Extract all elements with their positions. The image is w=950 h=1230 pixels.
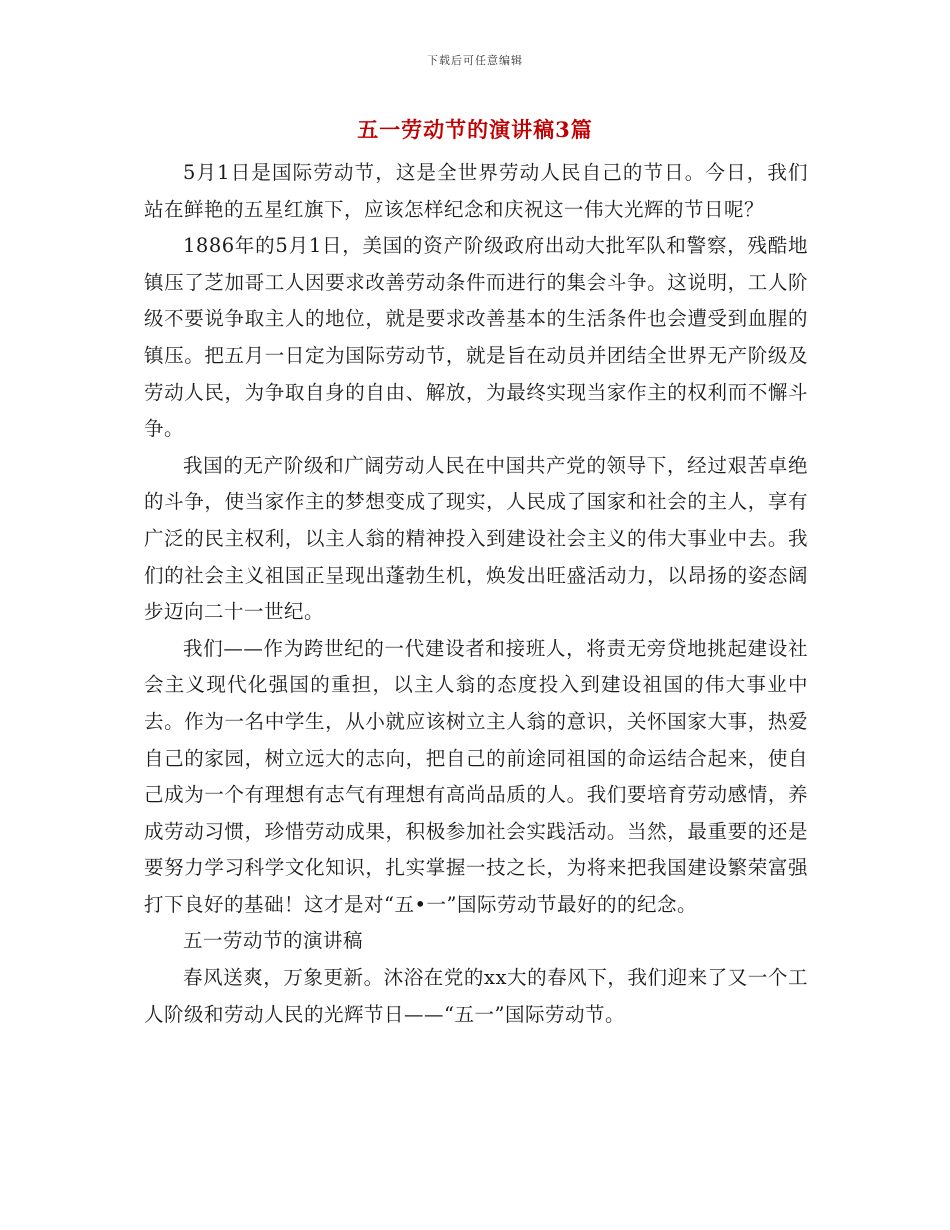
header-note: 下载后可任意编辑 — [427, 54, 523, 67]
paragraph-intro: 5月1日是国际劳动节，这是全世界劳动人民自己的节日。今日，我们站在鲜艳的五星红旗下，应该怎样纪念和庆祝这一伟大光辉的节日呢？ — [144, 161, 808, 221]
paragraph-spring: 春风送爽，万象更新。沐浴在党的xx大的春风下，我们迎来了又一个工人阶级和劳动人民的光辉节日——“五一”国际劳动节。 — [144, 966, 808, 1026]
paragraph-history: 1886年的5月1日，美国的资产阶级政府出动大批军队和警察，残酷地镇压了芝加哥工人因要求改善劳动条件而进行的集会斗争。这说明，工人阶级不要说争取主人的地位，就是要求改善基本的生活条件也会遭受到血腥的镇压。把五月一日定为国际劳动节，就是旨在动员并团结全世界无产阶级及劳动人民，为争取自身的自由、解放，为最终实现当家作主的权利而不懈斗争。 — [144, 234, 808, 441]
section-subheading: 五一劳动节的演讲稿 — [183, 929, 364, 953]
paragraph-students: 我们——作为跨世纪的一代建设者和接班人，将责无旁贷地挑起建设社会主义现代化强国的重担，以主人翁的态度投入到建设祖国的伟大事业中去。作为一名中学生，从小就应该树立主人翁的意识，关怀国家大事，热爱自己的家园，树立远大的志向，把自己的前途同祖国的命运结合起来，使自己成为一个有理想有志气有理想有高尚品质的人。我们要培育劳动感情，养成劳动习惯，珍惜劳动成果，积极参加社会实践活动。当然，最重要的还是要努力学习科学文化知识，扎实掌握一技之长，为将来把我国建设繁荣富强打下良好的基础！这才是对“五•一”国际劳动节最好的的纪念。 — [144, 636, 808, 916]
document-title: 五一劳动节的演讲稿3篇 — [357, 117, 593, 142]
document-body — [144, 155, 808, 1033]
paragraph-china: 我国的无产阶级和广阔劳动人民在中国共产党的领导下，经过艰苦卓绝的斗争，使当家作主的梦想变成了现实，人民成了国家和社会的主人，享有广泛的民主权利，以主人翁的精神投入到建设社会主义的伟大事业中去。我们的社会主义祖国正呈现出蓬勃生机，焕发出旺盛活动力，以昂扬的姿态阔步迈向二十一世纪。 — [144, 453, 808, 624]
